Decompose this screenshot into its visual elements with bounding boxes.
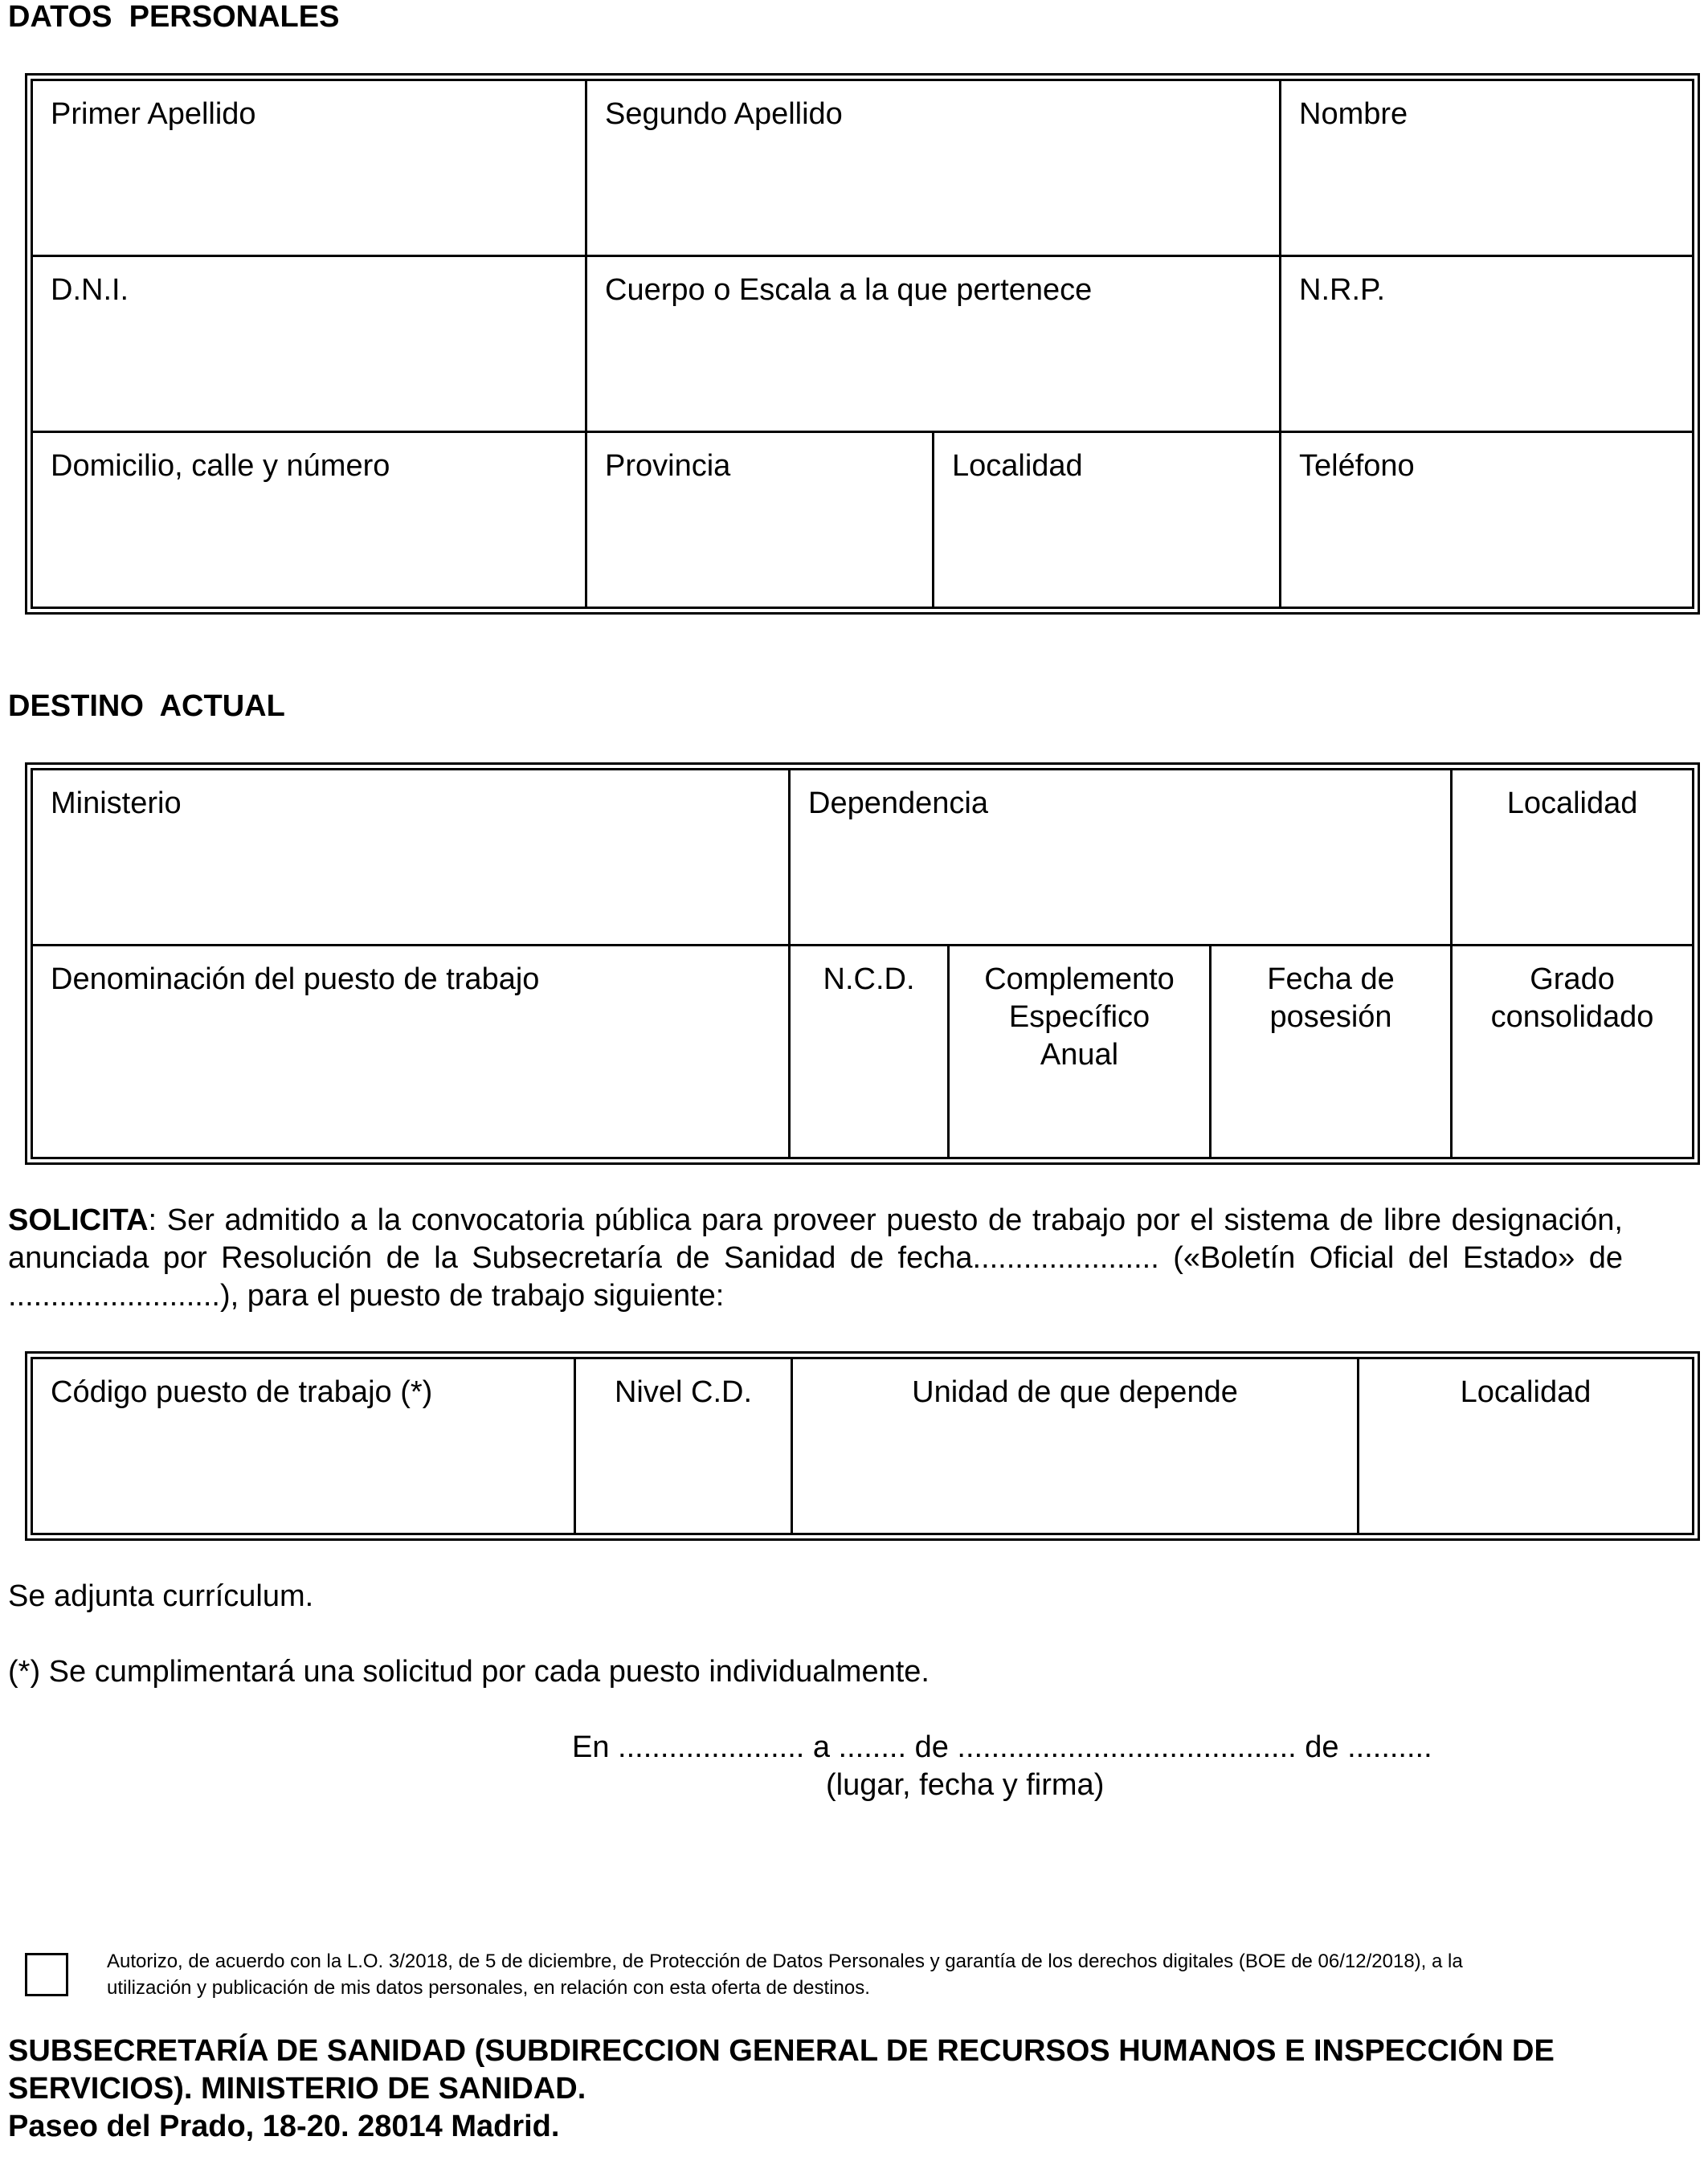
- solicita-paragraph: [8, 1202, 1623, 1315]
- field-nivel-cd[interactable]: Nivel C.D.: [575, 1358, 792, 1534]
- field-dni[interactable]: D.N.I.: [32, 256, 586, 432]
- autorizacion-checkbox[interactable]: [25, 1953, 68, 1996]
- field-fecha-posesion[interactable]: Fecha de posesión: [1211, 946, 1452, 1158]
- field-localidad[interactable]: Localidad: [934, 432, 1281, 608]
- solicita-label: SOLICITA: [8, 1203, 149, 1237]
- field-ministerio[interactable]: Ministerio: [32, 770, 790, 946]
- solicita-text: : Ser admitido a la convocatoria pública para proveer puesto de trabajo por el sistema de libre designación, anunciada por Resolución de la Subsecretaría de Sanidad de fecha...................... («Boletín Oficial del Estado» de .........................), para el puesto de trabajo siguiente:: [8, 1203, 1623, 1313]
- footer-address: [8, 2032, 1663, 2146]
- field-unidad-depende[interactable]: Unidad de que depende: [792, 1358, 1359, 1534]
- field-codigo-puesto[interactable]: Código puesto de trabajo (*): [32, 1358, 575, 1534]
- field-primer-apellido[interactable]: Primer Apellido: [32, 80, 586, 256]
- field-nrp[interactable]: N.R.P.: [1281, 256, 1694, 432]
- footer-line1: SUBSECRETARÍA DE SANIDAD (SUBDIRECCION GENERAL DE RECURSOS HUMANOS E INSPECCIÓN DE SERVICIOS). MINISTERIO DE SANIDAD.: [8, 2034, 1555, 2106]
- asterisk-note: (*) Se cumplimentará una solicitud por cada puesto individualmente.: [8, 1655, 930, 1689]
- field-telefono[interactable]: Teléfono: [1281, 432, 1694, 608]
- field-cuerpo-escala[interactable]: Cuerpo o Escala a la que pertenece: [586, 256, 1281, 432]
- curriculum-note: Se adjunta currículum.: [8, 1579, 314, 1613]
- field-dependencia[interactable]: Dependencia: [790, 770, 1452, 946]
- autorizacion-text: Autorizo, de acuerdo con la L.O. 3/2018, de 5 de diciembre, de Protección de Datos Personales y garantía de los derechos digitales (BOE de 06/12/2018), a la utilización y publicación de mis datos personales, en relación con esta oferta de destinos.: [107, 1951, 1463, 1999]
- puesto-table: [31, 1357, 1694, 1535]
- firma-caption: (lugar, fecha y firma): [826, 1768, 1105, 1802]
- footer-line2: Paseo del Prado, 18-20. 28014 Madrid.: [8, 2110, 560, 2143]
- field-localidad-puesto[interactable]: Localidad: [1359, 1358, 1694, 1534]
- field-segundo-apellido[interactable]: Segundo Apellido: [586, 80, 1281, 256]
- field-nombre[interactable]: Nombre: [1281, 80, 1694, 256]
- field-complemento-especifico[interactable]: Complemento Específico Anual: [949, 946, 1211, 1158]
- firma-line: En ...................... a ........ de ........................................ de ..........: [572, 1730, 1432, 1764]
- field-domicilio[interactable]: Domicilio, calle y número: [32, 432, 586, 608]
- field-denominacion-puesto[interactable]: Denominación del puesto de trabajo: [32, 946, 790, 1158]
- section-title-datos-personales: DATOS PERSONALES: [8, 0, 340, 34]
- field-ncd[interactable]: N.C.D.: [790, 946, 949, 1158]
- section-title-destino-actual: DESTINO ACTUAL: [8, 689, 285, 723]
- field-localidad-destino[interactable]: Localidad: [1452, 770, 1694, 946]
- field-provincia[interactable]: Provincia: [586, 432, 934, 608]
- datos-personales-table: [31, 79, 1694, 609]
- field-grado-consolidado[interactable]: Grado consolidado: [1452, 946, 1694, 1158]
- destino-actual-table: [31, 768, 1694, 1159]
